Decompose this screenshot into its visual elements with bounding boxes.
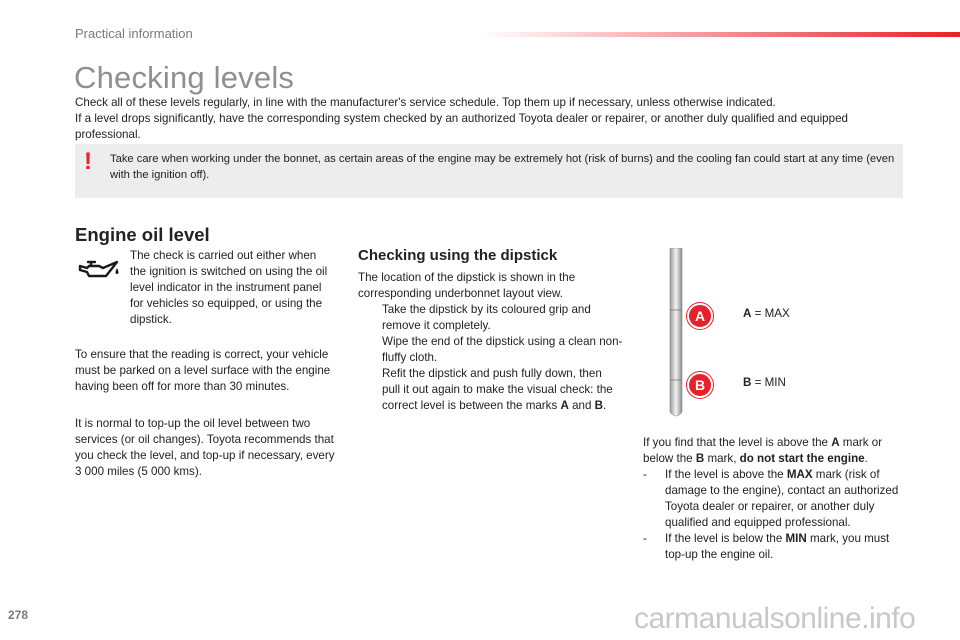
intro-paragraph: Check all of these levels regularly, in line with the manufacturer's service schedule. Top them up if necessary, unless otherwise indicated.: [75, 96, 776, 109]
level-a-key: A: [743, 307, 752, 320]
dash-bullet: -: [643, 468, 647, 481]
text-run: MAX: [786, 468, 813, 481]
intro-paragraph: If a level drops significantly, have the corresponding system checked by an authorized Toyota dealer or repairer, or another duly qualified and equipped professional.: [75, 112, 848, 141]
page-number: 278: [8, 608, 29, 622]
list-item: [358, 334, 623, 366]
oil-can-icon: [77, 256, 121, 288]
dipstick-heading: Checking using the dipstick: [358, 247, 558, 264]
text-run: mark or below the: [643, 436, 883, 465]
text-run: If the level is above the: [665, 468, 787, 481]
step-text: Wipe the end of the dipstick using a clean non-fluffy cloth.: [382, 335, 623, 364]
level-b-badge: B: [687, 372, 713, 398]
text-run: MIN: [785, 532, 807, 545]
level-a-badge: A: [687, 303, 713, 329]
step-text: Take the dipstick by its coloured grip and remove it completely.: [382, 303, 591, 332]
result-paragraph: [643, 435, 903, 467]
text-run: mark (risk of damage to the engine), contact an authorized Toyota dealer or repairer, or another duly qualified and equipped professional.: [665, 468, 899, 529]
section-label: Practical information: [75, 26, 193, 41]
level-b-value: = MIN: [751, 376, 786, 389]
text-run: .: [864, 452, 868, 465]
list-item: [643, 467, 903, 531]
text-run: If you find that the level is above the: [643, 436, 832, 449]
mark-b: B: [594, 399, 604, 412]
engine-oil-heading: Engine oil level: [75, 224, 210, 245]
text-run: A: [831, 436, 840, 449]
step-text-and: and: [568, 399, 595, 412]
header-rule: [480, 32, 960, 37]
step-text: Refit the dipstick and push fully down, then pull it out again to make the visual check: the correct level is between the marks: [382, 367, 613, 412]
oil-check-text: The check is carried out either when the ignition is switched on using the oil level indicator in the instrument panel for vehicles so equipped, or using the dipstick.: [130, 249, 328, 326]
level-result-text: [643, 435, 903, 563]
watermark: carmanualsonline.info: [634, 602, 916, 635]
text-run: mark,: [704, 452, 740, 465]
text-run: do not start the engine: [739, 452, 865, 465]
step-text-end: .: [603, 399, 607, 412]
level-a-label: [743, 307, 790, 320]
dash-bullet: -: [643, 532, 647, 545]
dipstick-steps: [358, 302, 623, 414]
intro-text: [75, 95, 915, 143]
list-item: [358, 366, 623, 414]
level-a-value: = MAX: [751, 307, 790, 320]
warning-icon: !: [84, 148, 92, 175]
list-item: [358, 302, 623, 334]
dipstick-illustration: [666, 248, 686, 420]
text-run: B: [695, 452, 705, 465]
oil-topup-text: It is normal to top-up the oil level between two services (or oil changes). Toyota recommends that you check the level, and top-up if necessary, every 3 000 miles (5 000 kms).: [75, 417, 335, 478]
dipstick-location-text: The location of the dipstick is shown in the corresponding underbonnet layout view.: [358, 271, 576, 300]
text-run: If the level is below the: [665, 532, 786, 545]
text-run: mark, you must top-up the engine oil.: [665, 532, 890, 561]
list-item: [643, 531, 903, 563]
mark-a: A: [560, 399, 569, 412]
level-b-key: B: [743, 376, 752, 389]
page-title: Checking levels: [74, 60, 295, 95]
warning-text: Take care when working under the bonnet, as certain areas of the engine may be extremely hot (risk of burns) and the cooling fan could start at any time (even with the ignition off).: [110, 153, 895, 181]
level-b-label: [743, 376, 786, 389]
oil-ensure-text: To ensure that the reading is correct, your vehicle must be parked on a level surface with the engine having been off for more than 30 minutes.: [75, 348, 331, 393]
